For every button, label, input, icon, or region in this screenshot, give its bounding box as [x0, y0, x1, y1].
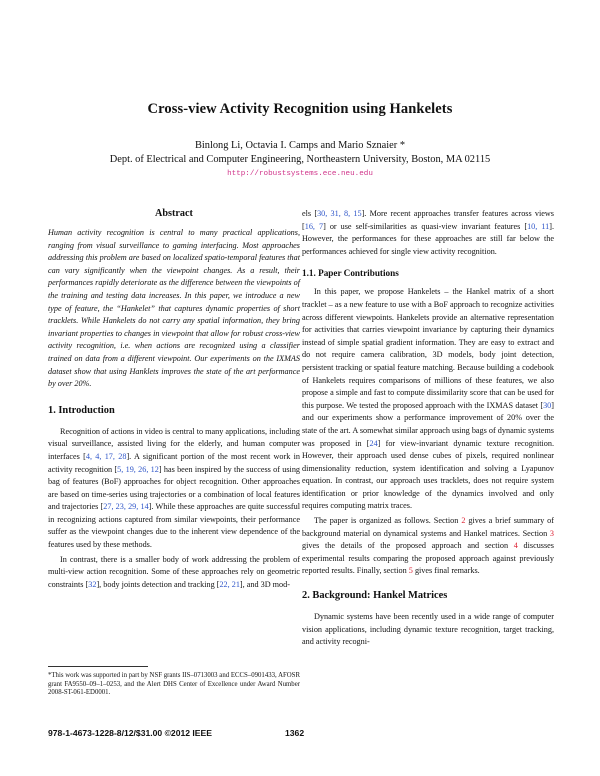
text-run: ] or use self-similarities as quasi-view invariant features [	[323, 221, 528, 231]
citation-link[interactable]: 4, 4, 17, 28	[85, 451, 127, 461]
citation-link[interactable]: 5, 19, 26, 12	[117, 464, 159, 474]
funding-footnote: *This work was supported in part by NSF grants IIS–0713003 and ECCS–0901433, AFOSR grant FA9550–09–1–0253, and the Alert DHS Center of Excellence under Award Number 2008-ST-061-ED0001.	[48, 672, 300, 697]
left-column	[48, 208, 300, 591]
text-run: gives a brief summary of background material on dynamical systems and Hankel matrices. Section	[302, 516, 554, 538]
related-work-continued	[302, 208, 554, 258]
citation-link[interactable]: 16, 7	[304, 221, 324, 231]
citation-link[interactable]: 32	[88, 579, 97, 589]
text-run: ] for view-invariant dynamic texture recognition. However, their approach used dense cubes of pixels, required nonlinear dimensionality reduction, system identification and solving a Lyapunov equation. In contrast, our approach uses tracklets, does not require system identification or prior knowledge of the dynamics involved and only requires computing matrix traces.	[302, 438, 554, 511]
text-run: ], body joints detection and tracking [	[96, 579, 220, 589]
background-paragraph: Dynamic systems have been recently used in a wide range of computer vision applications, including dynamic texture recognition, target tracking, and activity recogni-	[302, 612, 554, 647]
text-run: ], and 3D mod-	[239, 579, 290, 589]
contributions-paragraph	[302, 286, 554, 513]
text-run: ]. While these approaches are quite successful in recognizing actions captured from similar viewpoints, their performance suffer as the viewpoint changes due to the inherent view dependence of the features used by these methods.	[48, 502, 300, 550]
affiliation: Dept. of Electrical and Computer Engineering, Northeastern University, Boston, MA 02115	[109, 154, 491, 165]
citation-link[interactable]: 22, 21	[219, 579, 240, 589]
lab-url-link[interactable]: http://robustsystems.ece.neu.edu	[227, 170, 373, 178]
background-heading: 2. Background: Hankel Matrices	[302, 590, 448, 602]
text-run: discusses experimental results comparing the proposed approach against previously reported results. Finally, section	[302, 541, 554, 576]
text-run: ] has been inspired by the success of using bag of features (BoF) approaches for object recognition. Other approaches are based on time-series using trajectories or a combination of local features and trajectories [	[48, 464, 301, 512]
page-number: 1362	[285, 728, 305, 738]
citation-link[interactable]: 10, 11	[527, 221, 550, 231]
abstract-section	[48, 208, 300, 391]
organization-paragraph	[302, 515, 554, 578]
citation-link[interactable]: 27, 23, 29, 14	[103, 502, 149, 512]
text-run: In this paper, we propose Hankelets – the Hankel matrix of a short tracklet – as a new feature to use with a BoF approach to recognize activities across different viewpoints. Hankelets provide an alternative representation for activities that carries viewpoint invariance by capturing their dynamics instead of simple spatial gradient information. They are easy to extract and do not require camera calibration, 3D models, body joint detection, persistent tracking or spatial feature matching. Because building a codebook of Hankelets requires comparisons of millions of these features, we also propose a simple and fast to compute dissimilarity score that can be used for this purpose. We tested the proposed approach with the IXMAS dataset [	[302, 287, 554, 410]
abstract-heading: Abstract	[155, 208, 193, 219]
section-link[interactable]: 4	[513, 541, 518, 551]
text-run: ]. However, the performances for these approaches are still far below the performances achieved for single view activity recognition.	[302, 221, 554, 256]
intro-paragraph-2	[48, 554, 300, 592]
paper-title: Cross-view Activity Recognition using Hankelets	[147, 101, 453, 117]
footnote-divider	[48, 666, 148, 667]
text-run: ]. More recent approaches transfer features across views [	[302, 209, 554, 231]
contributions-heading: 1.1. Paper Contributions	[302, 268, 399, 279]
abstract-text: Human activity recognition is central to many practical applications, ranging from visual surveillance to gaming interfacing. Most approaches addressing this problem are based on localized spatio-temporal features that can vary significantly when the viewpoint changes. As a result, their performances rapidly deteriorate as the difference between the viewpoints of the training and testing data increases. In this paper, we introduce a new type of feature, the “Hankelet” that captures dynamic properties of short tracklets. While Hankelets do not carry any spatial information, they bring invariant properties to changes in viewpoint that allow for robust cross-view activity recognition, i.e. when actions are recognized using a classifier trained on data from a different viewpoint. Our experiments on the IXMAS dataset show that using Hanklets improves the state of the art performance by over 20%.	[48, 228, 300, 389]
section-link[interactable]: 2	[461, 516, 466, 526]
author-list: Binlong Li, Octavia I. Camps and Mario Sznaier *	[194, 140, 406, 151]
text-run: gives the details of the proposed approach and section	[302, 541, 514, 551]
citation-link[interactable]: 24	[369, 438, 378, 448]
citation-link[interactable]: 30, 31, 8, 15	[317, 209, 362, 218]
section-link[interactable]: 5	[408, 566, 413, 576]
text-run: els [	[302, 209, 318, 218]
section-link[interactable]: 3	[549, 528, 554, 538]
citation-link[interactable]: 30	[543, 400, 552, 410]
text-run: In contrast, there is a smaller body of work addressing the problem of multi-view action recognition. Some of these approaches rely on geometric constraints [	[48, 554, 300, 589]
text-run: gives final remarks.	[412, 566, 480, 576]
intro-paragraph-1	[48, 426, 300, 552]
copyright-footer: 978-1-4673-1228-8/12/$31.00 ©2012 IEEE	[48, 728, 213, 738]
intro-heading: 1. Introduction	[48, 404, 115, 416]
right-column	[302, 208, 554, 649]
text-run: Recognition of actions in video is central to many applications, including visual surveillance, assisted living for the elderly, and human computer interfaces [	[48, 426, 300, 461]
text-run: The paper is organized as follows. Section	[314, 516, 462, 526]
text-run: ] and our experiments show a performance improvement of 20% over the state of the art. A somewhat similar approach using bags of dynamic systems was proposed in [	[302, 400, 554, 448]
text-run: ]. A significant portion of the most recent work in activity recognition [	[48, 451, 301, 474]
